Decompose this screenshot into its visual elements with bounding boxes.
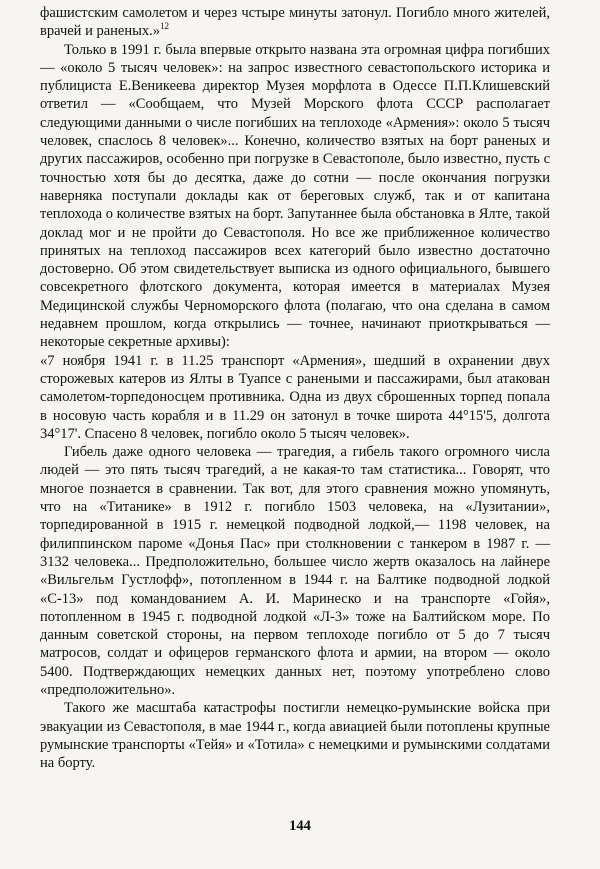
paragraph-1991: Только в 1991 г. была впервые открыто названа эта огромная цифра погибших — «около 5 тысяч человек»: на запрос известного севастопольского историка и публициста Е.Веникеева директор Музея морфлота в Одессе П.П.Клишевский ответил — «Сообщаем, что Музей Морского флота СССР располагает следующими данными о числе погибших на теплоходе «Армения»: около 5 тысяч человек, спаслось 8 человек»... Конечно, количество взятых на борт раненых и других пассажиров, особенно при погрузке в Севастополе, было известно, пусть с точностью хотя бы до десятка, даже до сотни — после окончания погрузки наверняка поступали доклады как от береговых служб, так и от капитана теплохода о количестве взятых на борт. Запутаннее была обстановка в Ялте, такой доклад мог и не пройти до Севастополя. Но все же приближенное количество принятых на теплоход пассажиров всех категорий было известно достаточно достоверно. Об этом свидетельствует выписка из одного официального, бывшего совсекретного флотского документа, которая имеется в материалах Музея Медицинской службы Черноморского флота (полагаю, что она сделана в самом недавнем прошлом, когда открылись — точнее, начинают приоткрываться — некоторые секретные архивы): bbox=[40, 41, 550, 351]
footnote-marker: 12 bbox=[159, 21, 169, 32]
page-number: 144 bbox=[289, 818, 311, 834]
paragraph-quote-document: «7 ноября 1941 г. в 11.25 транспорт «Армения», шедший в охранении двух сторожевых катеров из Ялты в Туапсе с ранеными и пассажирами, был атакован самолетом-торпедоносцем противника. Одна из двух сброшенных торпед попала в носовую часть корабля и в 11.29 он затонул в точке широта 44°15'5, долгота 34°17'. Спасено 8 человек, погибло около 5 тысяч человек». bbox=[40, 352, 550, 442]
paragraph-continuation bbox=[40, 4, 550, 41]
paragraph-text: фашистским самолетом и через чстыре минуты затонул. Погибло много жителей, врачей и раненых.» bbox=[40, 5, 550, 40]
paragraph-comparison: Гибель даже одного человека — трагедия, а гибель такого огромного числа людей — это пять тысяч трагедий, а не какая-то там статистика... Говорят, что многое познается в сравнении. Так вот, для этого сравнения можно упомянуть, что на «Титанике» в 1912 г. погибло 1503 человека, на «Лузитании», торпедированной в 1915 г. немецкой подводной лодкой,— 1198 человек, на филиппинском пароме «Донья Пас» при столкновении с танкером в 1987 г. — 3132 человека... Предположительно, большее число жертв оказалось на лайнере «Вильгельм Густлофф», потопленном в 1944 г. на Балтике подводной лодкой «С-13» под командованием А. И. Маринеско и на транспорте «Гойя», потопленном в 1945 г. подводной лодкой «Л-3» тоже на Балтийском море. По данным советской стороны, на первом теплоходе погибло от 5 до 7 тысяч матросов, солдат и офицеров германского флота и армии, на втором — около 5400. Подтверждающих немецких данных нет, поэтому употреблено слово «предположительно». bbox=[40, 444, 550, 698]
paragraph-romanian-transports: Такого же масштаба катастрофы постигли немецко-румынские войска при эвакуации из Севастополя, в мае 1944 г., когда авиацией были потоплены крупные румынские транспорты «Тейя» и «Тотила» с немецкими и румынскими солдатами на борту. bbox=[40, 700, 550, 772]
